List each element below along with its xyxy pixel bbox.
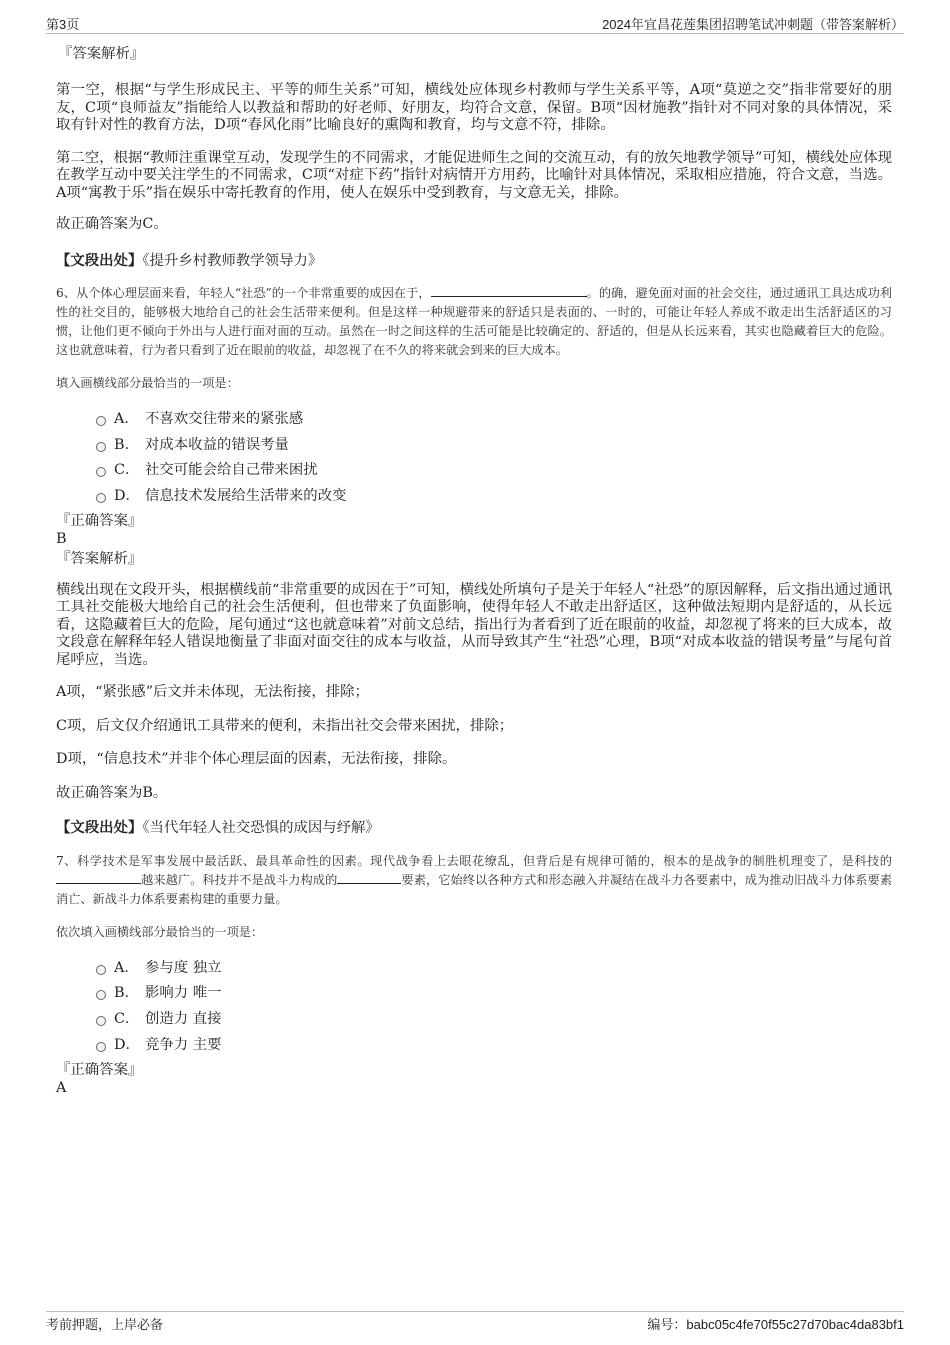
q6-analysis-c: C项，后文仅介绍通讯工具带来的便利，未指出社交会带来困扰，排除； (56, 717, 514, 734)
q6-option-c[interactable]: C． 社交可能会给自己带来困扰 (56, 458, 892, 484)
q6-analysis-p1: 横线出现在文段开头，根据横线前“非常重要的成因在于”可知，横线处所填句子是关于年轻人“社恐”的原因解释，后文指出通过通讯工具社交能极大地给自己的社会生活便利，但也带来了负面影响，使得年轻人不敢走出舒适区，这种做法短期内是舒适的，从长远看，这隐藏着巨大的危险，尾句通过“这也就意味着”对前文总结，指出行为者看到了近在眼前的收益，却忽视了将来的巨大成本，故文段意在解释年轻人错误地衡量了非面对面交往的成本与收益，从而导致其产生“社恐”心理，B项“对成本收益的错误考量”与尾句首尾呼应，当选。 (56, 581, 892, 668)
q6-option-b[interactable]: B． 对成本收益的错误考量 (56, 433, 892, 459)
q7-stem: 7、科学技术是军事发展中最活跃、最具革命性的因素。现代战争看上去眼花缭乱，但背后是有规律可循的，根本的是战争的制胜机理变了，是科技的越来越广。科技并不是战斗力构成的 要素，它始终以各种方式和形态融入并凝结在战斗力各要素中，成为推动旧战斗力体系要素消亡、新战斗力体系要素构建的重要力量。 (56, 853, 893, 906)
q7-option-a[interactable]: A． 参与度 独立 (56, 956, 892, 982)
page-number: 第3页 (46, 17, 80, 32)
q7-options (56, 956, 892, 1059)
q7-blank-2 (337, 871, 401, 884)
radio-icon[interactable] (96, 493, 106, 503)
footer-divider (46, 1311, 904, 1312)
document-body (56, 44, 892, 1097)
q6-stem-before: 6、从个体心理层面来看，年轻人“社恐”的一个非常重要的成因在于， (56, 286, 431, 300)
q7-prompt: 依次填入画横线部分最恰当的一项是： (56, 924, 264, 939)
q5-source-title: 《提升乡村教师教学领导力》 (142, 252, 323, 269)
q6-analysis-a: A项，“紧张感”后文并未体现，无法衔接，排除； (56, 684, 369, 701)
header-divider (46, 33, 904, 34)
radio-icon[interactable] (96, 442, 106, 452)
q6-answer: B (56, 530, 67, 547)
q6-stem-after: 。的确，避免面对面的社会交往，通过通讯工具达成功利性的社交目的，能够极大地给自己的社会生活带来便利。但是这样一种规避带来的舒适只是表面的、一时的，可能让年轻人养成不敢走出生活舒适区的习惯，让他们更不倾向于外出与人进行面对面的互动。虽然在一时之间这样的生活可能是比较确定的、舒适的，但是从长远来看，其实也隐藏着巨大的危险。这也就意味着，行为者只看到了近在眼前的收益，却忽视了在不久的将来就会到来的巨大成本。 (56, 286, 893, 357)
q5-analysis-label: 『答案解析』 (58, 46, 145, 62)
q7-option-c[interactable]: C． 创造力 直接 (56, 1007, 892, 1033)
radio-icon[interactable] (96, 1016, 106, 1026)
q6-option-a[interactable]: A． 不喜欢交往带来的紧张感 (56, 407, 892, 433)
q6-source-label: 【文段出处】 (56, 819, 143, 837)
q6-stem (56, 284, 892, 360)
q7-answer: A (56, 1079, 67, 1096)
q6-prompt: 填入画横线部分最恰当的一项是： (56, 376, 239, 390)
q6-source (56, 819, 892, 838)
q6-analysis-d: D项，“信息技术”并非个体心理层面的因素，无法衔接，排除。 (56, 751, 457, 768)
q5-source (56, 252, 892, 271)
radio-icon[interactable] (96, 416, 106, 426)
q6-option-d[interactable]: D． 信息技术发展给生活带来的改变 (56, 484, 892, 510)
q5-analysis-p1: 第一空，根据“与学生形成民主、平等的师生关系”可知，横线处应体现乡村教师与学生关系平等，A项“莫逆之交”指非常要好的朋友，C项“良师益友”指能给人以教益和帮助的好老师、好朋友，均符合文意，保留。B项“因材施教”指针对不同对象的具体情况，采取有针对性的教育方法，D项“春风化雨”比喻良好的熏陶和教育，均与文意不符，排除。 (56, 82, 892, 133)
document-title: 2024年宜昌花莲集团招聘笔试冲刺题（带答案解析） (602, 17, 904, 32)
footer-slogan: 考前押题，上岸必备 (46, 1318, 164, 1333)
q6-answer-label: 『正确答案』 (56, 512, 143, 529)
page-header (46, 14, 904, 34)
q5-conclusion: 故正确答案为C。 (56, 216, 168, 232)
q6-conclusion: 故正确答案为B。 (56, 784, 168, 801)
q6-analysis-label: 『答案解析』 (56, 550, 143, 567)
document-code: 编号：babc05c4fe70f55c27d70bac4da83bf1 (647, 1317, 904, 1332)
q7-answer-label: 『正确答案』 (56, 1061, 143, 1078)
q7-blank-1 (56, 871, 141, 884)
radio-icon[interactable] (96, 467, 106, 477)
radio-icon[interactable] (96, 1042, 106, 1052)
q6-blank (431, 284, 587, 297)
radio-icon[interactable] (96, 965, 106, 975)
q6-source-title: 《当代年轻人社交恐惧的成因与纾解》 (142, 820, 380, 837)
page-footer (46, 1314, 904, 1334)
q7-option-b[interactable]: B． 影响力 唯一 (56, 981, 892, 1007)
q5-analysis-p2: 第二空，根据“教师注重课堂互动，发现学生的不同需求，才能促进师生之间的交流互动，有的放矢地教学领导”可知，横线处应体现在教学互动中要关注学生的不同需求，C项“对症下药”指针对病情开方用药，比喻针对具体情况，采取相应措施，符合文意，当选。A项“寓教于乐”指在娱乐中寄托教育的作用，使人在娱乐中受到教育，与文意无关，排除。 (56, 149, 892, 201)
q6-options (56, 407, 892, 510)
q5-source-label: 【文段出处】 (56, 251, 143, 269)
q7-option-d[interactable]: D． 竞争力 主要 (56, 1033, 892, 1059)
radio-icon[interactable] (96, 990, 106, 1000)
